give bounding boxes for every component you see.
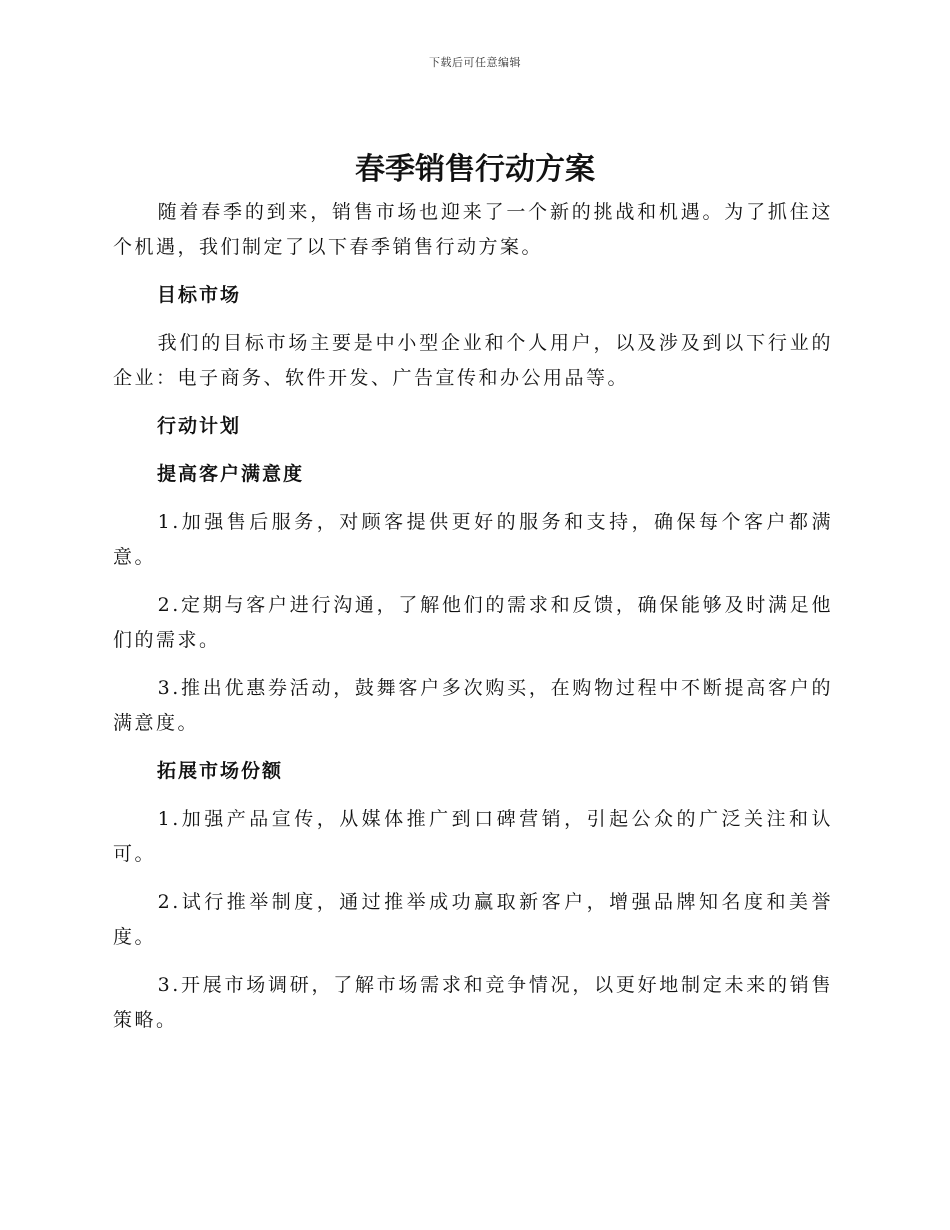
section-heading-target-market: 目标市场 (157, 284, 242, 306)
section-heading-action-plan: 行动计划 (157, 415, 242, 437)
section-heading-market-share: 拓展市场份额 (157, 760, 284, 782)
market-share-item-3: 3.开展市场调研，了解市场需求和竞争情况，以更好地制定未来的销售策略。 (113, 974, 833, 1031)
document-title: 春季销售行动方案 (355, 152, 595, 187)
document-body (113, 195, 833, 1051)
satisfaction-item-2: 2.定期与客户进行沟通，了解他们的需求和反馈，确保能够及时满足他们的需求。 (113, 594, 833, 651)
satisfaction-item-3: 3.推出优惠券活动，鼓舞客户多次购买，在购物过程中不断提高客户的满意度。 (113, 677, 833, 734)
header-note: 下载后可任意编辑 (429, 56, 521, 69)
satisfaction-item-1: 1.加强售后服务，对顾客提供更好的服务和支持，确保每个客户都满意。 (113, 511, 833, 568)
target-market-paragraph: 我们的目标市场主要是中小型企业和个人用户，以及涉及到以下行业的企业：电子商务、软件开发、广告宣传和办公用品等。 (113, 332, 833, 389)
market-share-item-2: 2.试行推举制度，通过推举成功赢取新客户，增强品牌知名度和美誉度。 (113, 891, 833, 948)
intro-paragraph: 随着春季的到来，销售市场也迎来了一个新的挑战和机遇。为了抓住这个机遇，我们制定了以下春季销售行动方案。 (113, 201, 833, 258)
section-heading-satisfaction: 提高客户满意度 (157, 463, 305, 485)
market-share-item-1: 1.加强产品宣传，从媒体推广到口碑营销，引起公众的广泛关注和认可。 (113, 808, 833, 865)
